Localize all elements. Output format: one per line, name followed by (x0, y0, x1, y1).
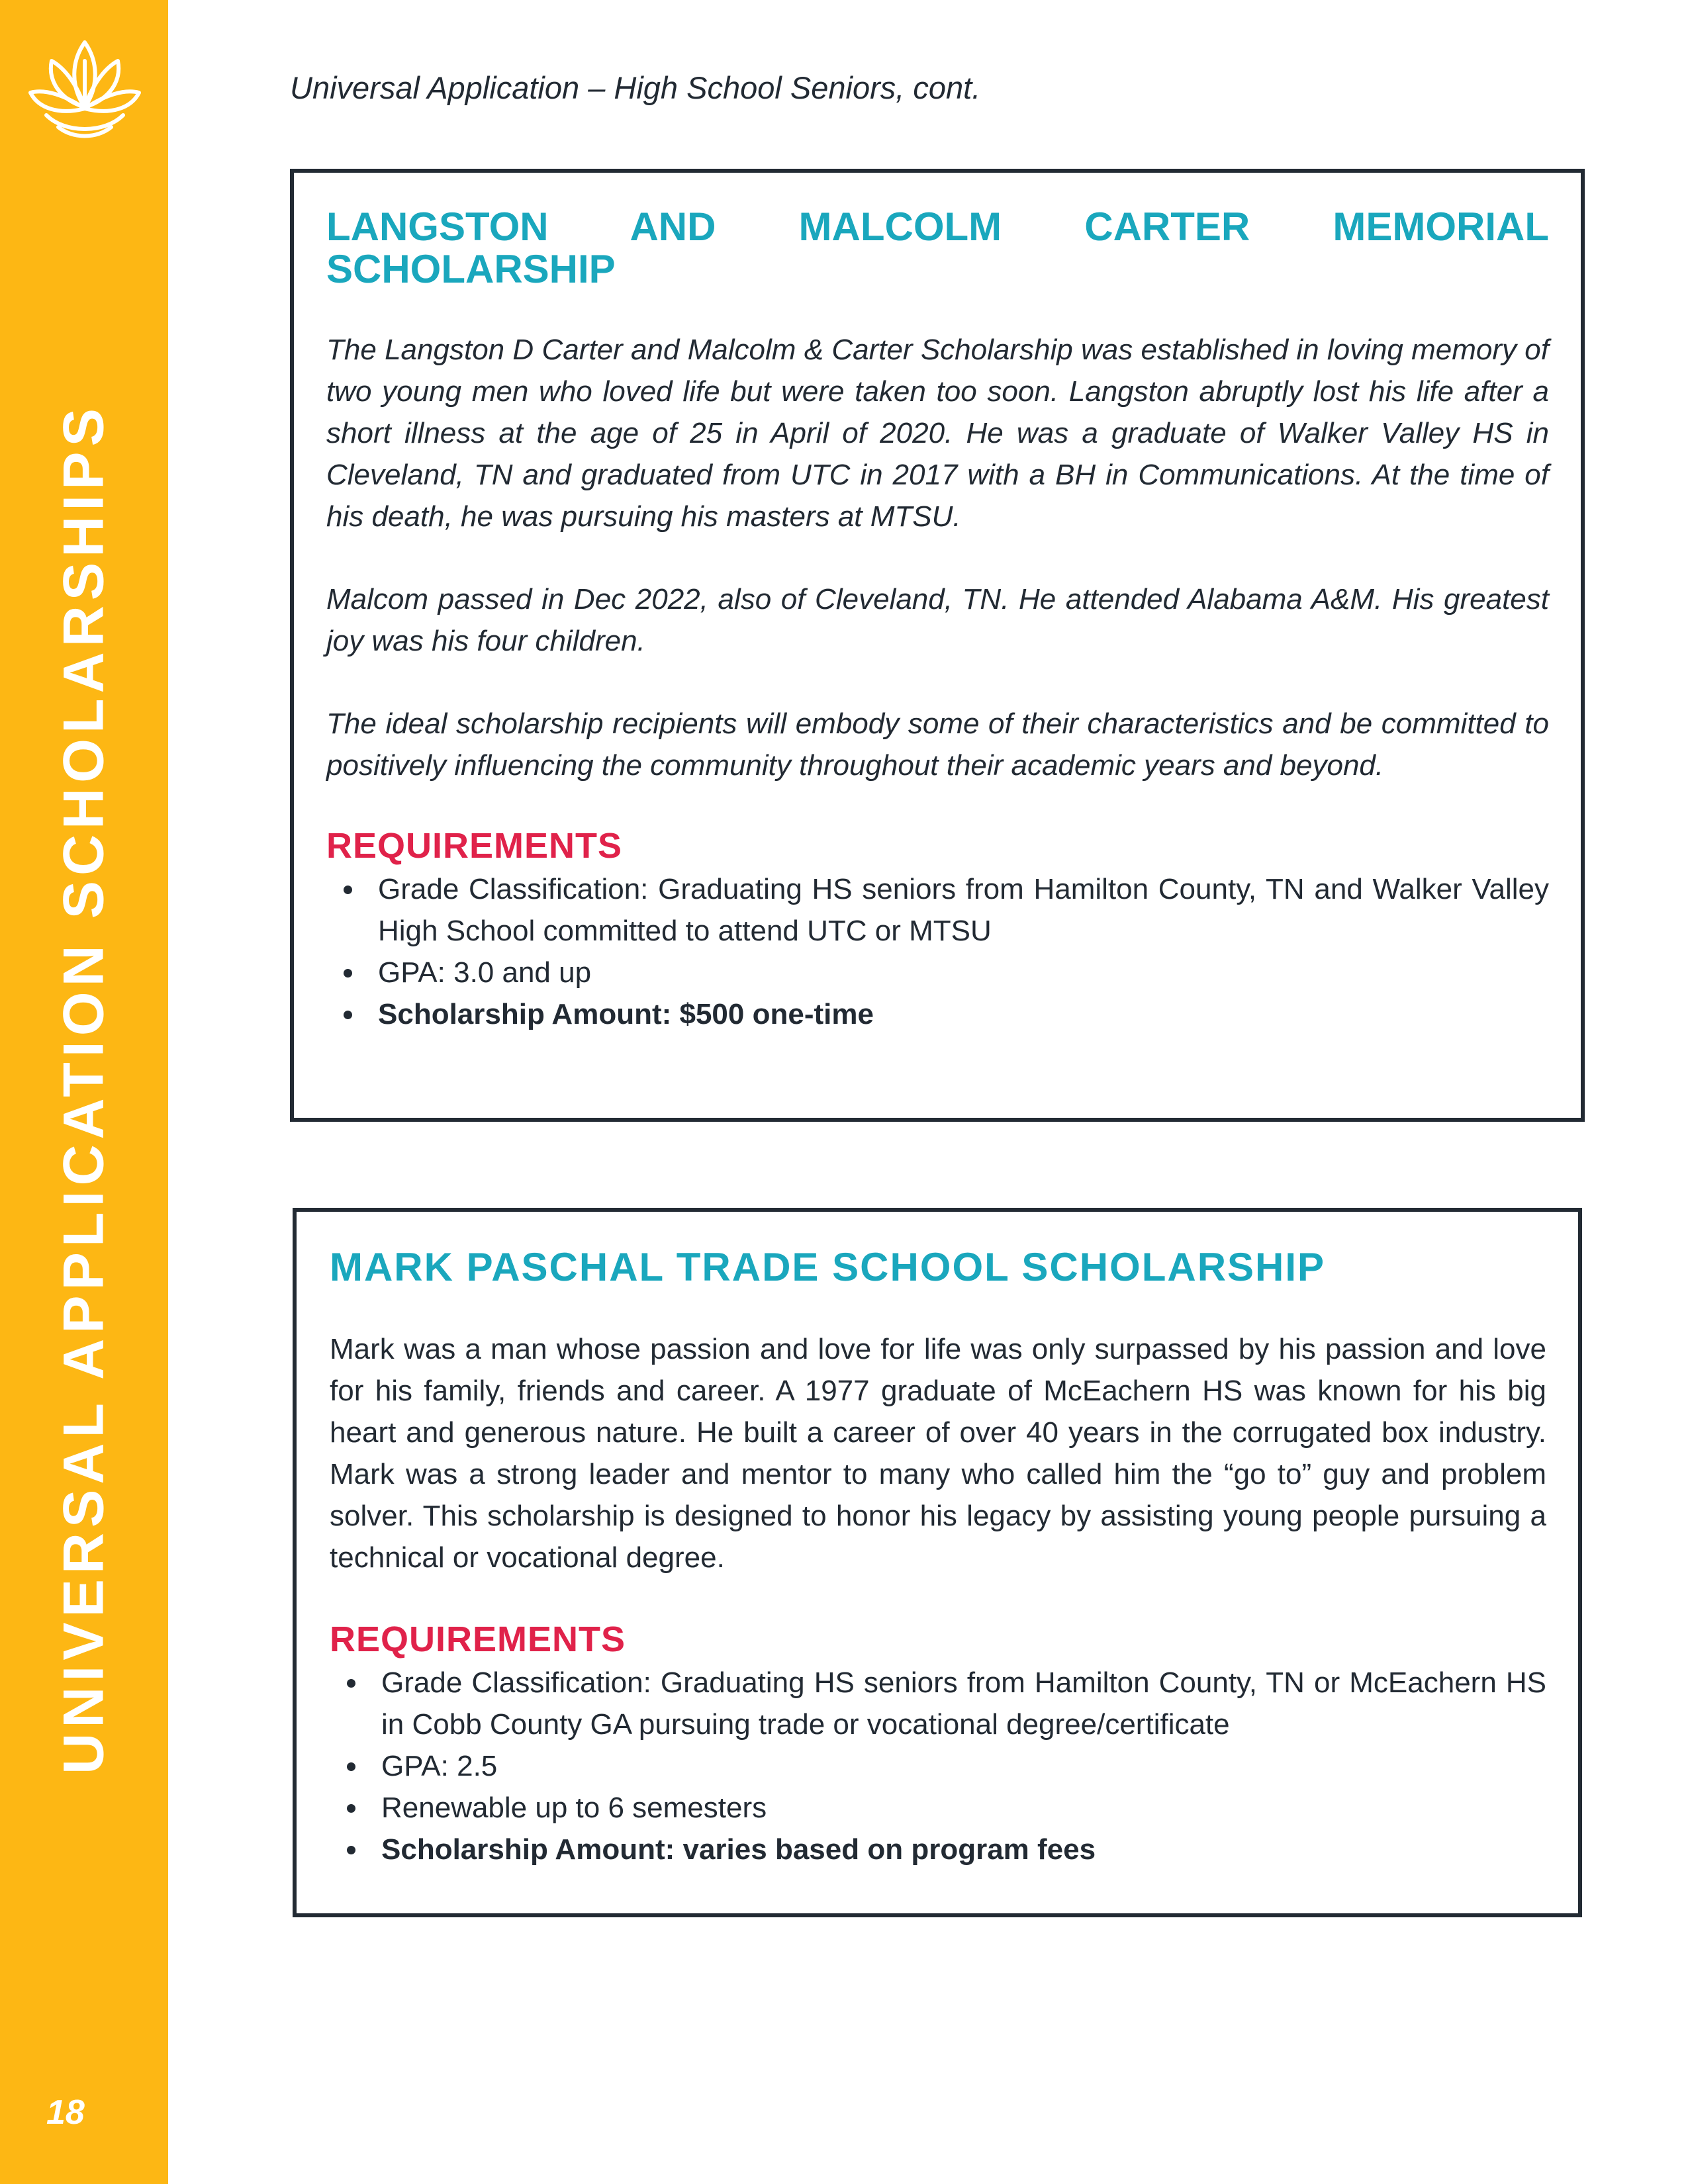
description-paragraph: Malcom passed in Dec 2022, also of Cleveland, TN. He attended Alabama A&M. His greatest joy was his four children. (326, 583, 1549, 657)
requirement-item: Renewable up to 6 semesters (381, 1787, 1546, 1829)
running-header: Universal Application – High School Seniors, cont. (290, 70, 981, 105)
mark-paschal-scholarship-card (293, 1208, 1582, 1917)
requirements-list (326, 868, 1549, 1035)
card-title: MARK PASCHAL TRADE SCHOOL SCHOLARSHIP (330, 1245, 1326, 1289)
langston-malcolm-scholarship-card (290, 169, 1585, 1122)
requirement-item: GPA: 3.0 and up (378, 952, 1549, 993)
requirement-item: Scholarship Amount: $500 one-time (378, 993, 1549, 1035)
requirements-list (330, 1662, 1546, 1870)
page-number: 18 (46, 2093, 85, 2132)
sidebar-title: UNIVERSAL APPLICATION SCHOLARSHIPS (52, 403, 116, 1774)
lotus-icon (25, 34, 144, 147)
description-paragraph: The Langston D Carter and Malcolm & Carter Scholarship was established in loving memory of two young men who loved life but were taken too soon. Langston abruptly lost his life after a short illness at the age of 25 in April of 2020. He was a graduate of Walker Valley HS in Cleveland, TN and graduated from UTC in 2017 with a BH in Communications. At the time of his death, he was pursuing his masters at MTSU. (326, 334, 1549, 533)
requirement-item: Scholarship Amount: varies based on program fees (381, 1829, 1546, 1870)
description-paragraph: Mark was a man whose passion and love for life was only surpassed by his passion and love for his family, friends and career. A 1977 graduate of McEachern HS was known for his big heart and generous nature. He built a career of over 40 years in the corrugated box industry. Mark was a strong leader and mentor to many who called him the “go to” guy and problem solver. This scholarship is designed to honor his legacy by assisting young people pursuing a technical or vocational degree. (330, 1333, 1546, 1574)
card-title: LANGSTON AND MALCOLM CARTER MEMORIAL SCHOLARSHIP (326, 205, 1549, 291)
requirements-heading: REQUIREMENTS (326, 826, 623, 866)
requirement-item: Grade Classification: Graduating HS seniors from Hamilton County, TN or McEachern HS in Cobb County GA pursuing trade or vocational degree/certificate (381, 1662, 1546, 1745)
requirement-item: GPA: 2.5 (381, 1745, 1546, 1787)
requirements-heading: REQUIREMENTS (330, 1619, 626, 1659)
description-paragraph: The ideal scholarship recipients will embody some of their characteristics and be committed to positively influencing the community throughout their academic years and beyond. (326, 707, 1549, 782)
requirement-item: Grade Classification: Graduating HS seniors from Hamilton County, TN and Walker Valley High School committed to attend UTC or MTSU (378, 868, 1549, 952)
sidebar (0, 0, 168, 2184)
